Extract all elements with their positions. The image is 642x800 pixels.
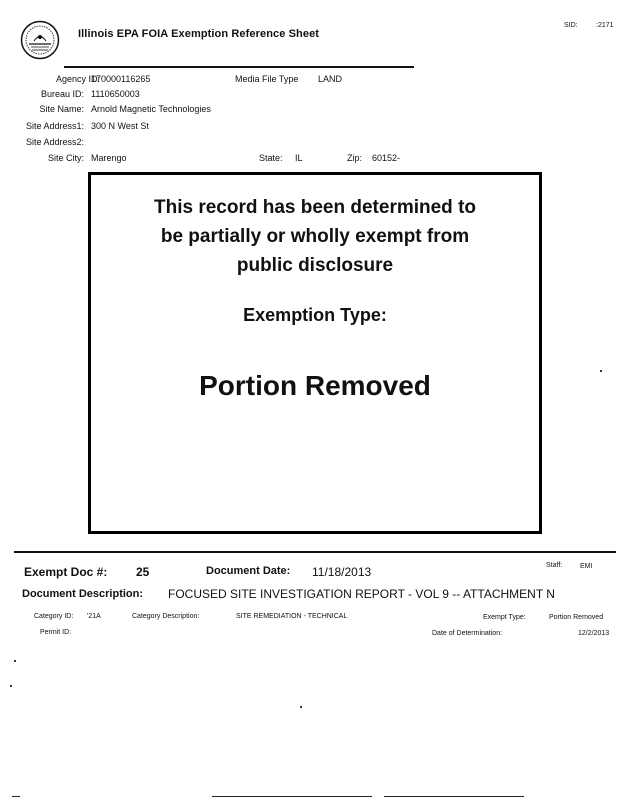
permit-id-label: Permit ID: — [40, 629, 72, 636]
scan-speck — [300, 706, 302, 708]
exemption-heading — [91, 193, 539, 280]
category-description-label: Category Description: — [132, 613, 200, 620]
media-file-type-label: Media File Type — [235, 74, 299, 84]
exemption-type-label: Exemption Type: — [243, 305, 387, 325]
document-date-label: Document Date: — [206, 565, 291, 577]
site-address2-label: Site Address2: — [25, 137, 84, 147]
scan-speck — [10, 685, 12, 687]
exemption-notice-box — [88, 172, 542, 534]
category-id-value: '21A — [87, 613, 101, 620]
footer-divider — [14, 551, 616, 553]
document-date-value: 11/18/2013 — [312, 565, 372, 579]
state-value: IL — [295, 153, 303, 163]
exemption-heading-line: This record has been determined to — [153, 197, 477, 218]
category-description-value: SITE REMEDIATION - TECHNICAL — [236, 613, 348, 620]
date-of-determination-label: Date of Determination: — [432, 630, 503, 637]
bureau-id-value: 1110650003 — [91, 89, 140, 99]
exemption-type-value: Portion Removed — [199, 370, 431, 401]
exemption-heading-line: public disclosure — [236, 255, 394, 276]
category-id-label: Category ID: — [34, 613, 74, 620]
zip-value: 60152- — [372, 153, 401, 163]
date-of-determination-value: 12/2/2013 — [578, 630, 610, 637]
bureau-id-label: Bureau ID: — [40, 89, 84, 99]
sid-label: SID: — [564, 22, 578, 29]
site-city-label: Site City: — [47, 153, 84, 163]
sid-value: :2171 — [596, 22, 614, 29]
site-name-value: Arnold Magnetic Technologies — [91, 104, 211, 114]
scan-edge-line — [212, 796, 372, 797]
page-title: Illinois EPA FOIA Exemption Reference Sheet — [78, 28, 320, 40]
staff-value: EMI — [580, 563, 593, 570]
staff-label: Staff: — [546, 562, 563, 569]
site-address1-value: 300 N West St — [91, 121, 149, 131]
site-address1-label: Site Address1: — [25, 121, 84, 131]
document-description-label: Document Description: — [22, 588, 144, 600]
scan-edge-line — [12, 796, 20, 797]
scan-speck — [14, 660, 16, 662]
exempt-type-value: Portion Removed — [549, 614, 604, 621]
exempt-doc-value: 25 — [136, 565, 150, 579]
exemption-heading-line: be partially or wholly exempt from — [160, 226, 470, 247]
illinois-epa-seal-icon — [20, 20, 60, 60]
media-file-type-value: LAND — [318, 74, 343, 84]
site-name-label: Site Name: — [39, 104, 84, 114]
site-city-value: Marengo — [91, 153, 127, 163]
header-divider — [64, 66, 414, 68]
exempt-type-label: Exempt Type: — [483, 614, 526, 621]
zip-label: Zip: — [347, 153, 363, 163]
document-description-value: FOCUSED SITE INVESTIGATION REPORT - VOL 9 -- ATTACHMENT N — [168, 587, 555, 601]
state-label: State: — [259, 153, 283, 163]
exempt-doc-label: Exempt Doc #: — [24, 565, 108, 579]
scan-edge-line — [384, 796, 524, 797]
agency-id-value: 170000116265 — [91, 74, 151, 84]
scan-speck — [600, 370, 602, 372]
agency-id-label: Agency ID: — [55, 74, 100, 84]
